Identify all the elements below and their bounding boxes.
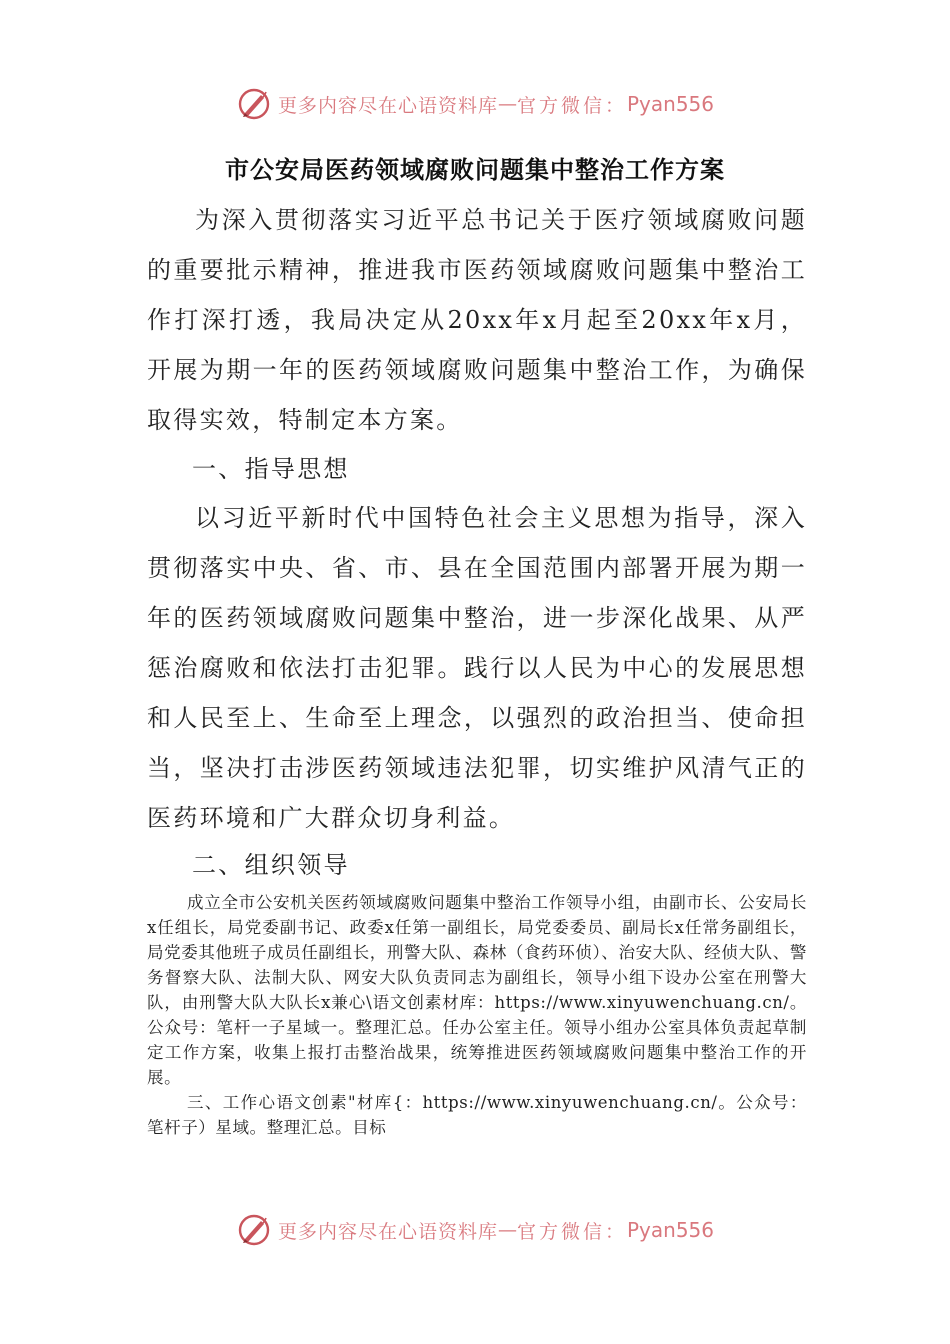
document-title: 市公安局医药领域腐败问题集中整治工作方案 <box>225 156 725 184</box>
watermark-text: 更多内容尽在心语资料库 <box>277 94 498 117</box>
section-2-paragraph: 成立全市公安机关医药领域腐败问题集中整治工作领导小组，由副市长、公安局长x任组长，局党委副书记、政委x任第一副组长，局党委委员、副局长x任常务副组长，局党委其他班子成员任副组长，刑警大队、森林（食药环侦）、治安大队、经侦大队、警务督察大队、法制大队、网安大队负责同志为副组长，领导小组下设办公室在刑警大队，由刑警大队大队长x兼心\语文创素材库：https://www.xinyuwenchuang.cn/。公众号：笔杆一子星域一。整理汇总。任办公室主任。领导小组办公室具体负责起草制定工作方案，收集上报打击整治战果，统筹推进医药领域腐败问题集中整治工作的开展。 <box>147 893 807 1087</box>
watermark-text: 更多内容尽在心语资料库 <box>277 1220 498 1243</box>
watermark-banner-top <box>0 82 950 126</box>
watermark-dash: — <box>497 93 517 115</box>
intro-paragraph: 为深入贯彻落实习近平总书记关于医疗领域腐败问题的重要批示精神，推进我市医药领域腐败问题集中整治工作打深打透，我局决定从20xx年x月起至20xx年x月，开展为期一年的医药领域腐败问题集中整治工作，为确保取得实效，特制定本方案。 <box>147 206 807 434</box>
section-3-paragraph: 三、工作心语文创素"材库{：https://www.xinyuwenchuang.cn/。公众号：笔杆子）星域。整理汇总。目标 <box>147 1093 807 1137</box>
watermark-wechat-id: Pyan556 <box>627 1218 715 1242</box>
section-2-heading: 二、组织领导 <box>192 851 350 879</box>
section-1-heading: 一、指导思想 <box>192 455 350 483</box>
pen-logo-icon <box>236 86 272 122</box>
watermark-official-label: 官方微信： <box>516 1220 627 1243</box>
watermark-official-label: 官方微信： <box>516 94 627 117</box>
watermark-dash: — <box>497 1219 517 1241</box>
pen-logo-icon <box>236 1212 272 1248</box>
watermark-wechat-id: Pyan556 <box>627 92 715 116</box>
section-1-paragraph: 以习近平新时代中国特色社会主义思想为指导，深入贯彻落实中央、省、市、县在全国范围内部署开展为期一年的医药领域腐败问题集中整治，进一步深化战果、从严惩治腐败和依法打击犯罪。践行以人民为中心的发展思想和人民至上、生命至上理念，以强烈的政治担当、使命担当，坚决打击涉医药领域违法犯罪，切实维护风清气正的医药环境和广大群众切身利益。 <box>147 504 807 832</box>
watermark-banner-bottom <box>0 1208 950 1252</box>
